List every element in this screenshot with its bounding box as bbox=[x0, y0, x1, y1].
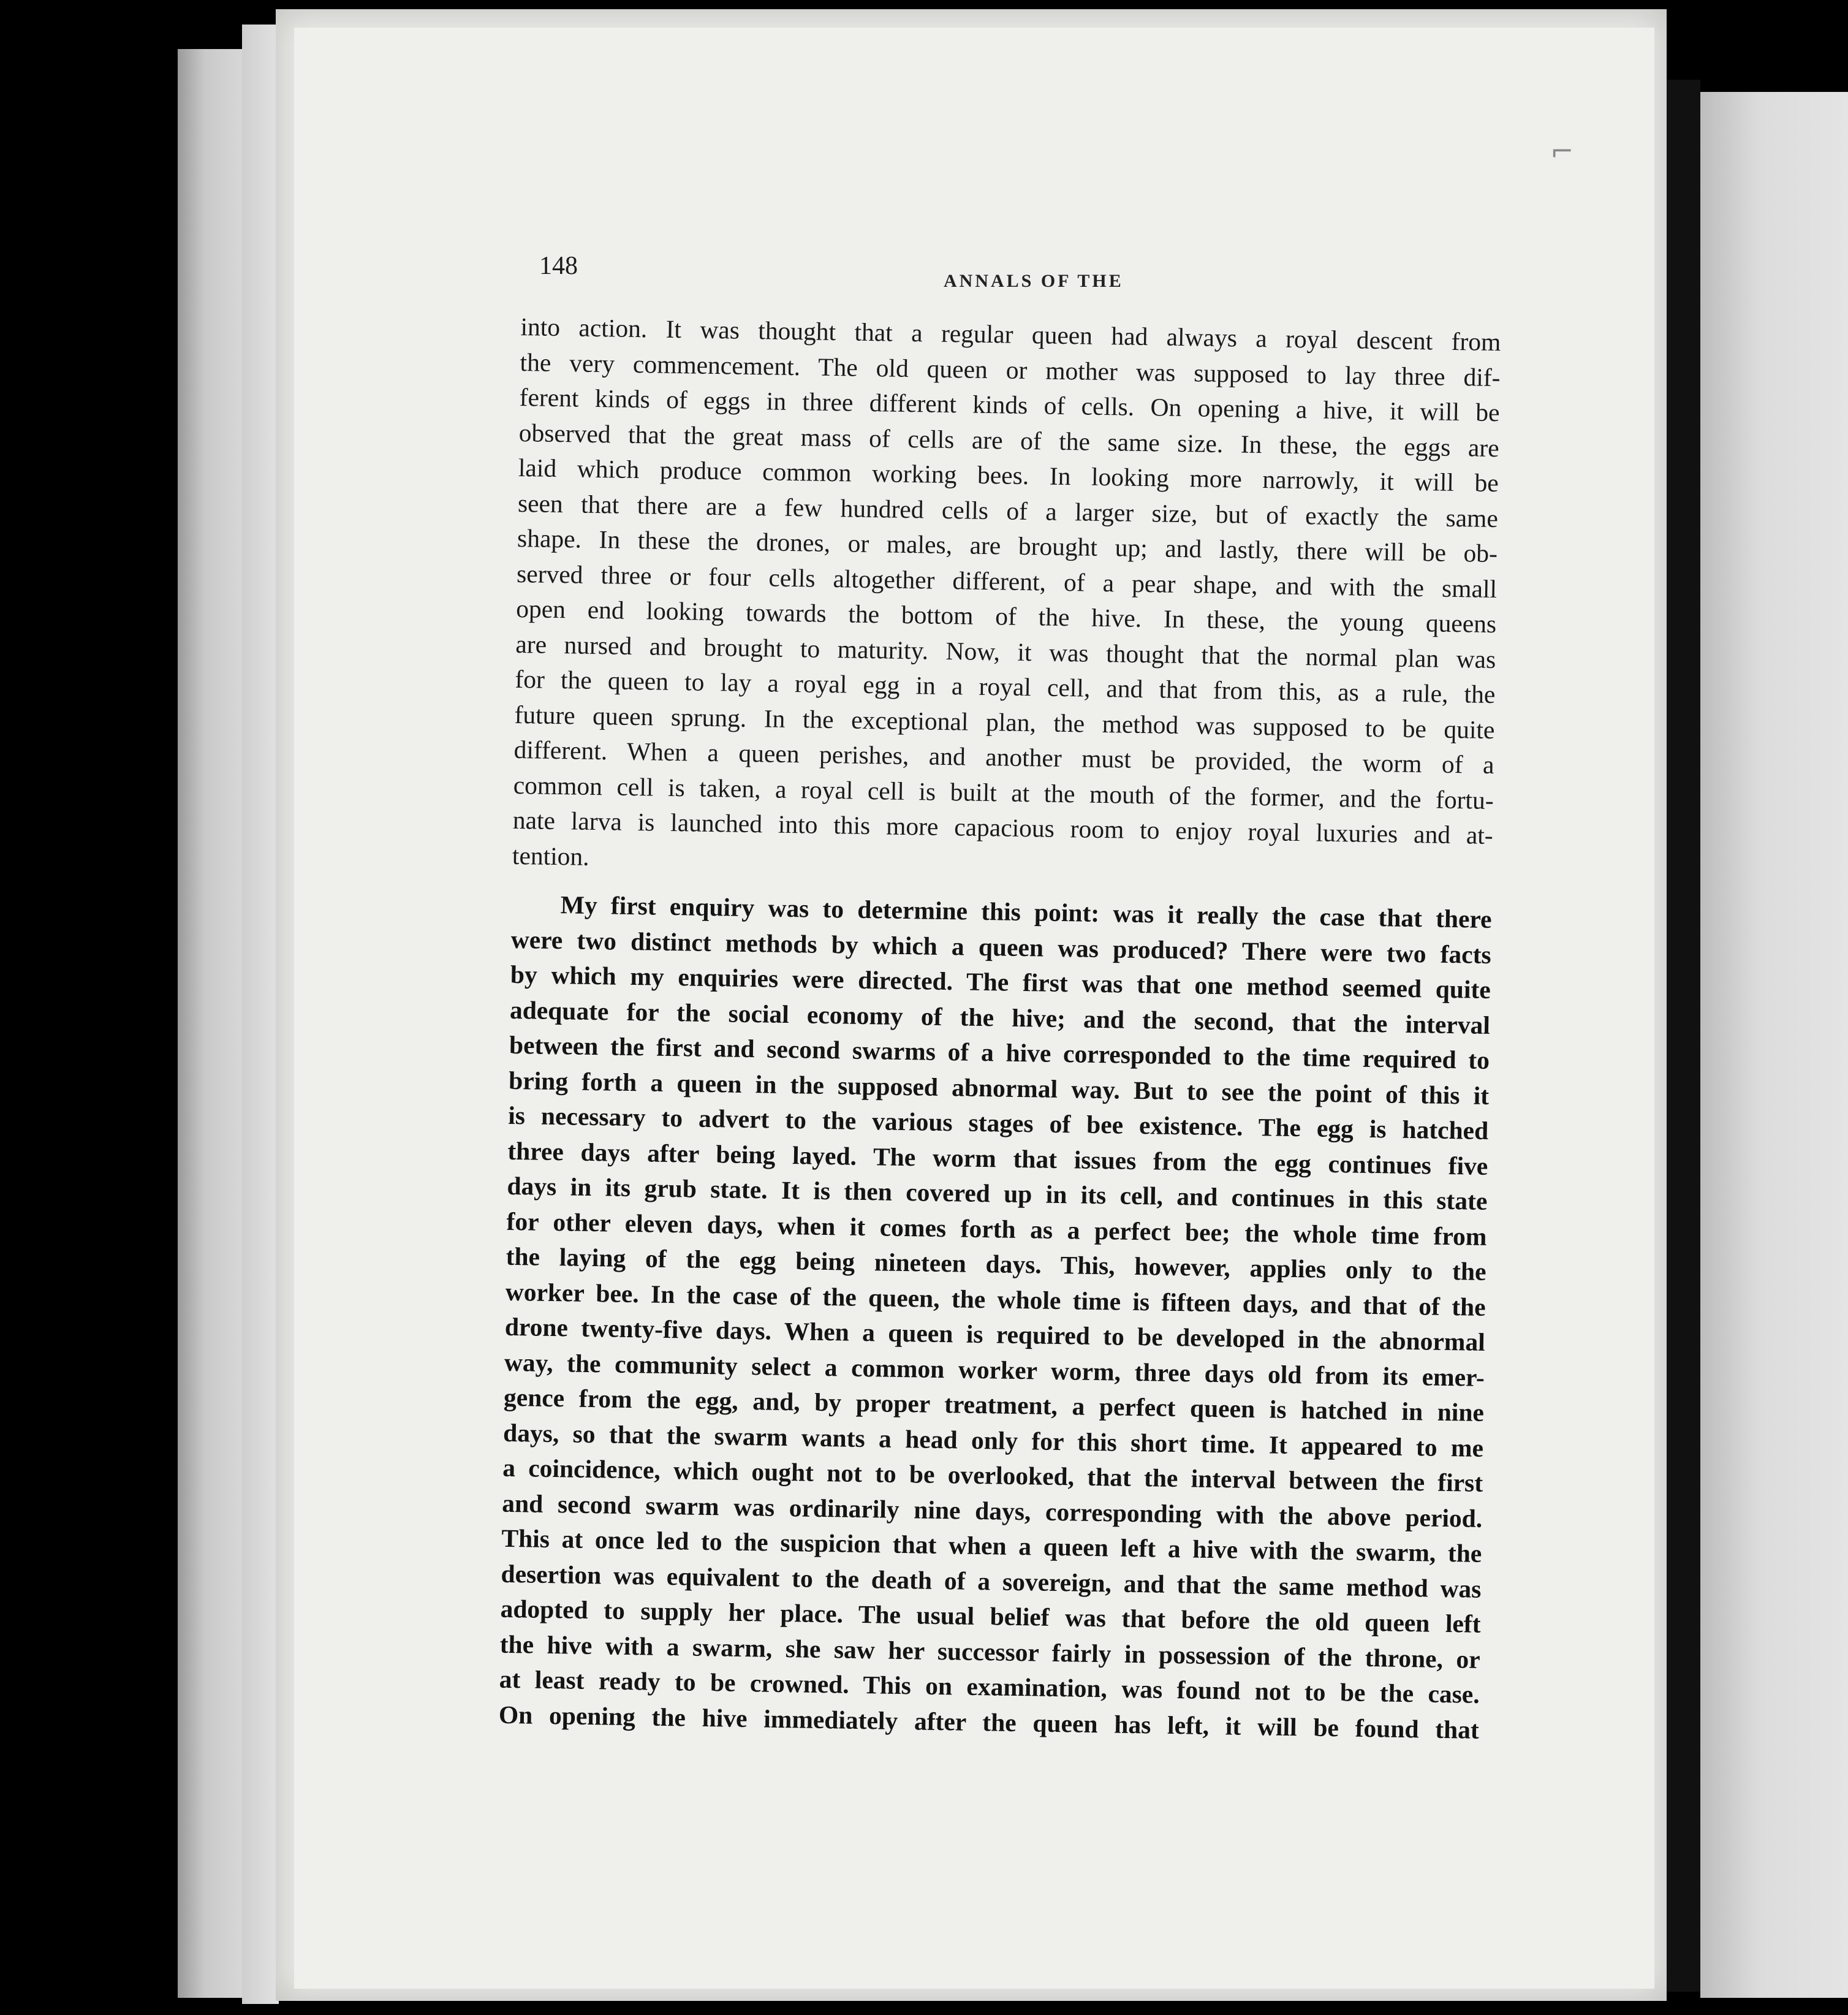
page-number: 148 bbox=[539, 252, 578, 280]
body-text bbox=[499, 309, 1501, 1748]
text-line: adopted to supply her place. The usual belief was that before the old queen left bbox=[500, 1594, 1481, 1638]
text-line: future queen sprung. In the exceptional plan, the method was supposed to be quite bbox=[514, 700, 1495, 744]
text-line: shape. In these the drones, or males, are brought up; and lastly, there will be ob- bbox=[517, 523, 1498, 568]
text-line: were two distinct methods by which a queen was produced? There were two facts bbox=[510, 925, 1492, 969]
text-line: days, so that the swarm wants a head only for this short time. It appeared to me bbox=[502, 1418, 1484, 1462]
text-line: ferent kinds of eggs in three different kinds of cells. On opening a hive, it will be bbox=[519, 382, 1500, 427]
text-line: are nursed and brought to maturity. Now, it was thought that the normal plan was bbox=[515, 629, 1496, 674]
text-line: On opening the hive immediately after the queen has left, it will be found that bbox=[498, 1700, 1480, 1744]
text-line: three days after being layed. The worm that issues from the egg continues five bbox=[507, 1136, 1488, 1180]
text-line: observed that the great mass of cells are of the same size. In these, the eggs are bbox=[518, 418, 1500, 462]
pencil-mark: ⌐ bbox=[1550, 135, 1574, 168]
text-line: common cell is taken, a royal cell is built at the mouth of the former, and the fortu- bbox=[513, 770, 1494, 814]
text-line: different. When a queen perishes, and another must be provided, the worm of a bbox=[513, 735, 1494, 780]
text-line: laid which produce common working bees. In looking more narrowly, it will be bbox=[518, 453, 1499, 498]
running-head bbox=[539, 233, 1520, 291]
text-line: the very commencement. The old queen or mother was supposed to lay three dif- bbox=[520, 347, 1501, 392]
text-line: drone twenty-five days. When a queen is required to be developed in the abnormal bbox=[504, 1312, 1486, 1356]
facing-page-edge bbox=[1700, 92, 1848, 1998]
text-line: desertion was equivalent to the death of a sovereign, and that the same method was bbox=[501, 1559, 1482, 1603]
page-stack-edge bbox=[178, 49, 245, 1998]
text-line: My first enquiry was to determine this point: was it really the case that there bbox=[560, 890, 1492, 934]
binding-gutter bbox=[1667, 80, 1700, 1992]
paragraph-1 bbox=[512, 309, 1501, 889]
running-title: ANNALS OF THE bbox=[944, 271, 1124, 291]
text-line: seen that there are a few hundred cells of a larger size, but of exactly the same bbox=[517, 488, 1499, 533]
text-line: way, the community select a common worker worm, three days old from its emer- bbox=[504, 1348, 1485, 1392]
text-line: adequate for the social economy of the hive; and the second, that the interval bbox=[509, 995, 1491, 1039]
text-line: nate larva is launched into this more capacious room to enjoy royal luxuries and at- bbox=[512, 805, 1494, 850]
text-line: between the first and second swarms of a hive corresponded to the time required to bbox=[509, 1030, 1490, 1074]
paragraph-2 bbox=[499, 887, 1492, 1748]
text-line: This at once led to the suspicion that when a queen left a hive with the swarm, the bbox=[501, 1524, 1482, 1568]
text-line: a coincidence, which ought not to be overlooked, that the interval between the first bbox=[502, 1453, 1483, 1497]
text-line: tention. bbox=[512, 841, 589, 871]
text-line: open end looking towards the bottom of the hive. In these, the young queens bbox=[515, 594, 1497, 639]
text-line: by which my enquiries were directed. The first was that one method seemed quite bbox=[510, 960, 1491, 1004]
text-line: gence from the egg, and, by proper treatment, a perfect queen is hatched in nine bbox=[503, 1383, 1485, 1427]
text-line: at least ready to be crowned. This on examination, was found not to be the case. bbox=[499, 1664, 1480, 1709]
text-line: the hive with a swarm, she saw her successor fairly in possession of the throne, or bbox=[499, 1630, 1480, 1674]
text-line: for the queen to lay a royal egg in a royal cell, and that from this, as a rule, the bbox=[515, 664, 1496, 709]
text-line: into action. It was thought that a regular queen had always a royal descent from bbox=[520, 312, 1501, 357]
text-line: for other eleven days, when it comes forth as a perfect bee; the whole time from bbox=[506, 1207, 1487, 1251]
text-line: bring forth a queen in the supposed abnormal way. But to see the point of this it bbox=[508, 1066, 1490, 1110]
text-line: is necessary to advert to the various stages of bee existence. The egg is hatched bbox=[507, 1101, 1489, 1145]
text-line: the laying of the egg being nineteen days. This, however, applies only to the bbox=[506, 1242, 1486, 1286]
text-line: and second swarm was ordinarily nine days, corresponding with the above period. bbox=[502, 1489, 1483, 1533]
text-line: served three or four cells altogether different, of a pear shape, and with the small bbox=[516, 559, 1498, 603]
text-line: worker bee. In the case of the queen, the whole time is fifteen days, and that of the bbox=[505, 1277, 1486, 1321]
text-line: days in its grub state. It is then covered up in its cell, and continues in this state bbox=[507, 1171, 1488, 1215]
page-stack-edge-inner bbox=[242, 25, 279, 2004]
